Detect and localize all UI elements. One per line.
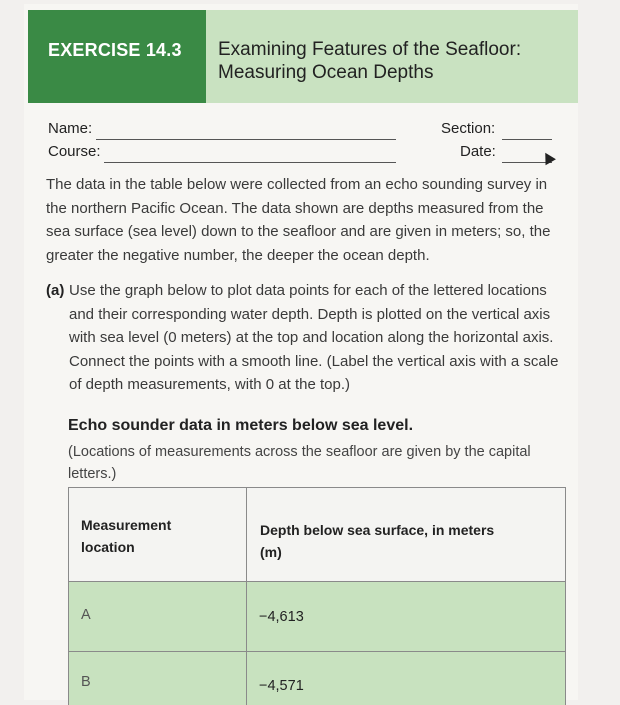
part-a-line: of depth measurements, with 0 at the top.) <box>69 376 350 393</box>
exercise-title-box <box>206 10 578 103</box>
worksheet-page <box>24 4 578 700</box>
intro-line: sea surface (sea level) down to the seafloor and are given in meters; so, the <box>46 223 551 240</box>
row-divider <box>69 651 565 652</box>
part-a-instructions <box>69 279 558 397</box>
title-line-2: Measuring Ocean Depths <box>218 62 434 83</box>
column-divider <box>246 488 247 705</box>
table-heading: Echo sounder data in meters below sea level. <box>68 417 414 434</box>
section-label: Section: <box>441 120 496 137</box>
course-input-line[interactable] <box>104 162 396 163</box>
exercise-label-box <box>28 10 206 103</box>
name-input-line[interactable] <box>96 139 396 140</box>
row-divider <box>69 581 565 582</box>
part-a-line: with sea level (0 meters) at the top and location along the horizontal axis. <box>69 329 554 346</box>
table-note: (Locations of measurements across the seafloor are given by the capital letters.) <box>68 444 531 482</box>
table-cell-depth: −4,613 <box>259 609 304 625</box>
intro-line: the northern Pacific Ocean. The data shown are depths measured from the <box>46 199 544 217</box>
section-input-line[interactable] <box>502 139 552 140</box>
date-label: Date: <box>460 143 496 160</box>
col-header-depth: Depth below sea surface, in meters (m) <box>260 522 495 560</box>
title-line-1: Examining Features of the Seafloor: <box>218 39 522 60</box>
table-cell-depth: −4,571 <box>259 678 304 694</box>
table-cell-location: A <box>81 607 91 623</box>
exercise-label: EXERCISE 14.3 <box>48 40 182 60</box>
echo-sounder-table <box>68 487 566 705</box>
intro-line: The data in the table below were collected from an echo sounding survey in <box>46 176 548 193</box>
intro-line: greater the negative number, the deeper the ocean depth. <box>46 246 430 264</box>
part-a-marker: (a) <box>46 282 65 299</box>
col-header-location: Measurement location <box>81 517 172 555</box>
part-a-line: Connect the points with a smooth line. (Label the vertical axis with a scale <box>69 352 559 370</box>
part-a-line: Use the graph below to plot data points for each of the lettered locations <box>69 282 547 299</box>
table-cell-location: B <box>81 674 91 690</box>
name-label: Name: <box>48 120 93 137</box>
part-a-line: and their corresponding water depth. Depth is plotted on the vertical axis <box>69 305 551 323</box>
exercise-title <box>218 38 521 84</box>
intro-paragraph <box>46 173 550 267</box>
course-label: Course: <box>48 143 101 160</box>
